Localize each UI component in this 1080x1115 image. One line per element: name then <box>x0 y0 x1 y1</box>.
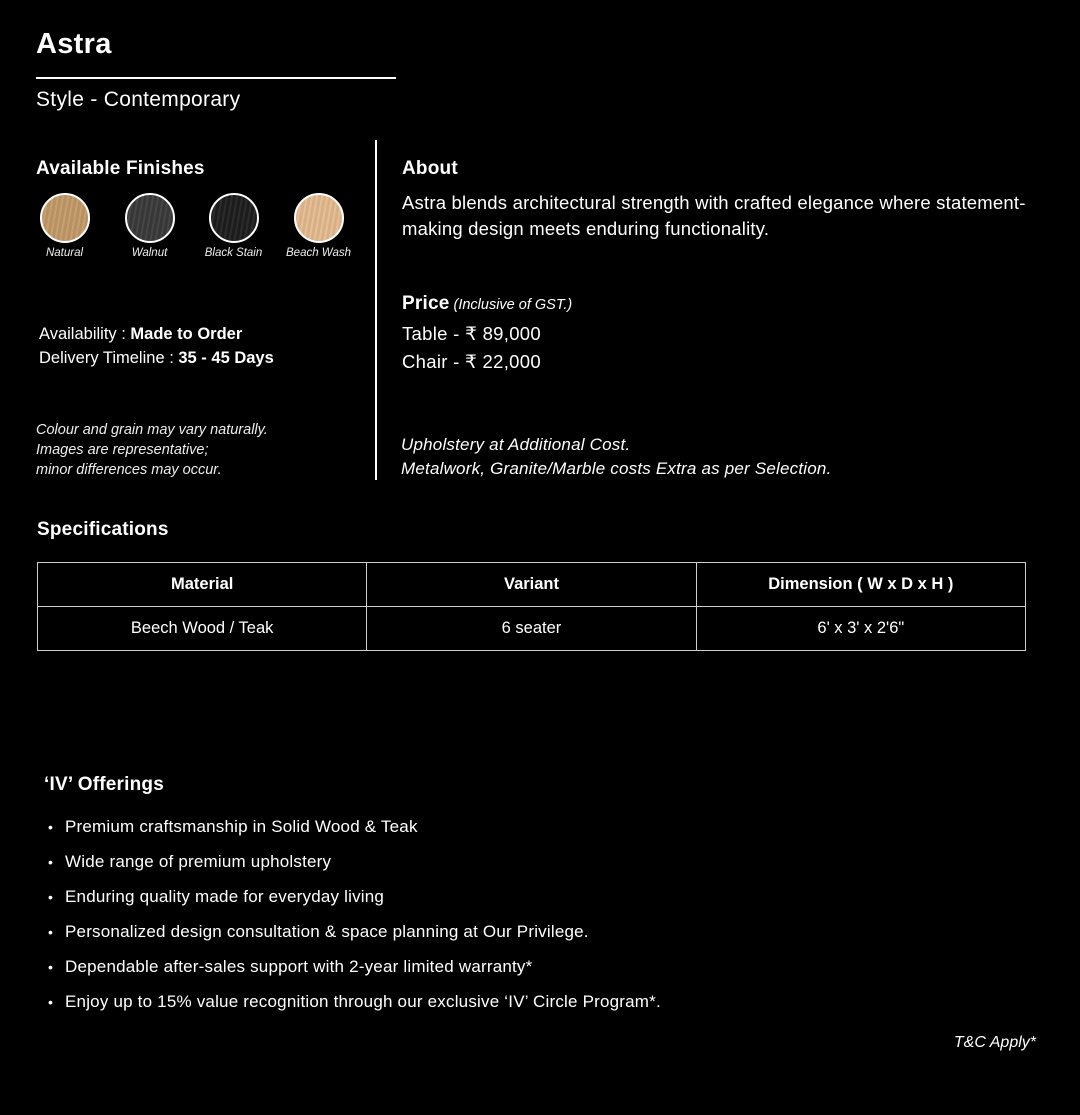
table-row <box>38 607 1026 651</box>
finish-beach-wash[interactable] <box>276 193 361 259</box>
delivery-line <box>39 346 274 370</box>
delivery-value: 35 - 45 Days <box>178 349 274 367</box>
offering-text: Enduring quality made for everyday living <box>65 887 385 906</box>
list-item <box>46 850 661 885</box>
offerings-list <box>46 815 661 1025</box>
finish-walnut[interactable] <box>107 193 192 259</box>
bullet-icon: • <box>48 854 54 870</box>
finish-label: Black Stain <box>204 247 263 259</box>
extra-costs <box>401 433 832 481</box>
list-item <box>46 955 661 990</box>
finish-black-stain[interactable] <box>191 193 276 259</box>
availability-value: Made to Order <box>130 325 243 343</box>
finish-swatch <box>209 193 259 243</box>
finishes-list <box>36 193 366 263</box>
finish-swatch <box>294 193 344 243</box>
title-divider <box>36 77 396 79</box>
price-table: Table - ₹ 89,000 <box>402 323 541 344</box>
price-heading <box>402 293 572 315</box>
note-line: Colour and grain may vary naturally. <box>36 422 268 438</box>
product-title: Astra <box>36 28 112 60</box>
offering-text: Premium craftsmanship in Solid Wood & Teak <box>65 817 418 836</box>
price-title: Price <box>402 293 450 314</box>
specifications-table <box>37 562 1026 651</box>
column-divider <box>375 140 377 480</box>
finish-natural[interactable] <box>22 193 107 259</box>
list-item <box>46 920 661 955</box>
column-header-dimension: Dimension ( W x D x H ) <box>696 563 1025 607</box>
finish-label: Natural <box>45 247 84 259</box>
offering-text: Wide range of premium upholstery <box>65 852 332 871</box>
cell-variant: 6 seater <box>367 607 696 651</box>
product-style: Style - Contemporary <box>36 88 241 111</box>
price-chair: Chair - ₹ 22,000 <box>402 351 541 372</box>
column-header-variant: Variant <box>367 563 696 607</box>
table-header-row <box>38 563 1026 607</box>
specifications-heading: Specifications <box>37 519 169 540</box>
list-item <box>46 815 661 850</box>
availability-label: Availability : <box>39 325 131 343</box>
about-text: Astra blends architectural strength with crafted elegance where statement-making design meets enduring functionality. <box>402 192 1026 239</box>
bullet-icon: • <box>48 959 54 975</box>
terms-note: T&C Apply* <box>953 1034 1036 1051</box>
column-header-material: Material <box>38 563 367 607</box>
note-line: minor differences may occur. <box>36 462 222 478</box>
finishes-heading: Available Finishes <box>36 158 205 179</box>
extra-line: Upholstery at Additional Cost. <box>401 435 631 454</box>
offering-text: Dependable after-sales support with 2-year limited warranty* <box>65 957 533 976</box>
bullet-icon: • <box>48 819 54 835</box>
about-heading: About <box>402 158 458 179</box>
bullet-icon: • <box>48 994 54 1010</box>
finish-swatch <box>40 193 90 243</box>
disclaimer-note <box>36 420 268 480</box>
offering-text: Enjoy up to 15% value recognition through our exclusive ‘IV’ Circle Program*. <box>65 992 661 1011</box>
cell-dimension: 6' x 3' x 2'6" <box>696 607 1025 651</box>
offerings-heading: ‘IV’ Offerings <box>44 774 164 795</box>
availability-line <box>39 322 274 346</box>
delivery-label: Delivery Timeline : <box>39 349 179 367</box>
finish-label: Walnut <box>131 247 168 259</box>
list-item <box>46 885 661 920</box>
price-gst-note: (Inclusive of GST.) <box>453 297 573 313</box>
list-item <box>46 990 661 1025</box>
bullet-icon: • <box>48 889 54 905</box>
cell-material: Beech Wood / Teak <box>38 607 367 651</box>
offering-text: Personalized design consultation & space planning at Our Privilege. <box>65 922 589 941</box>
finish-swatch <box>125 193 175 243</box>
finish-label: Beach Wash <box>286 247 351 259</box>
bullet-icon: • <box>48 924 54 940</box>
extra-line: Metalwork, Granite/Marble costs Extra as per Selection. <box>401 459 832 478</box>
note-line: Images are representative; <box>36 442 209 458</box>
availability-info <box>39 322 274 370</box>
